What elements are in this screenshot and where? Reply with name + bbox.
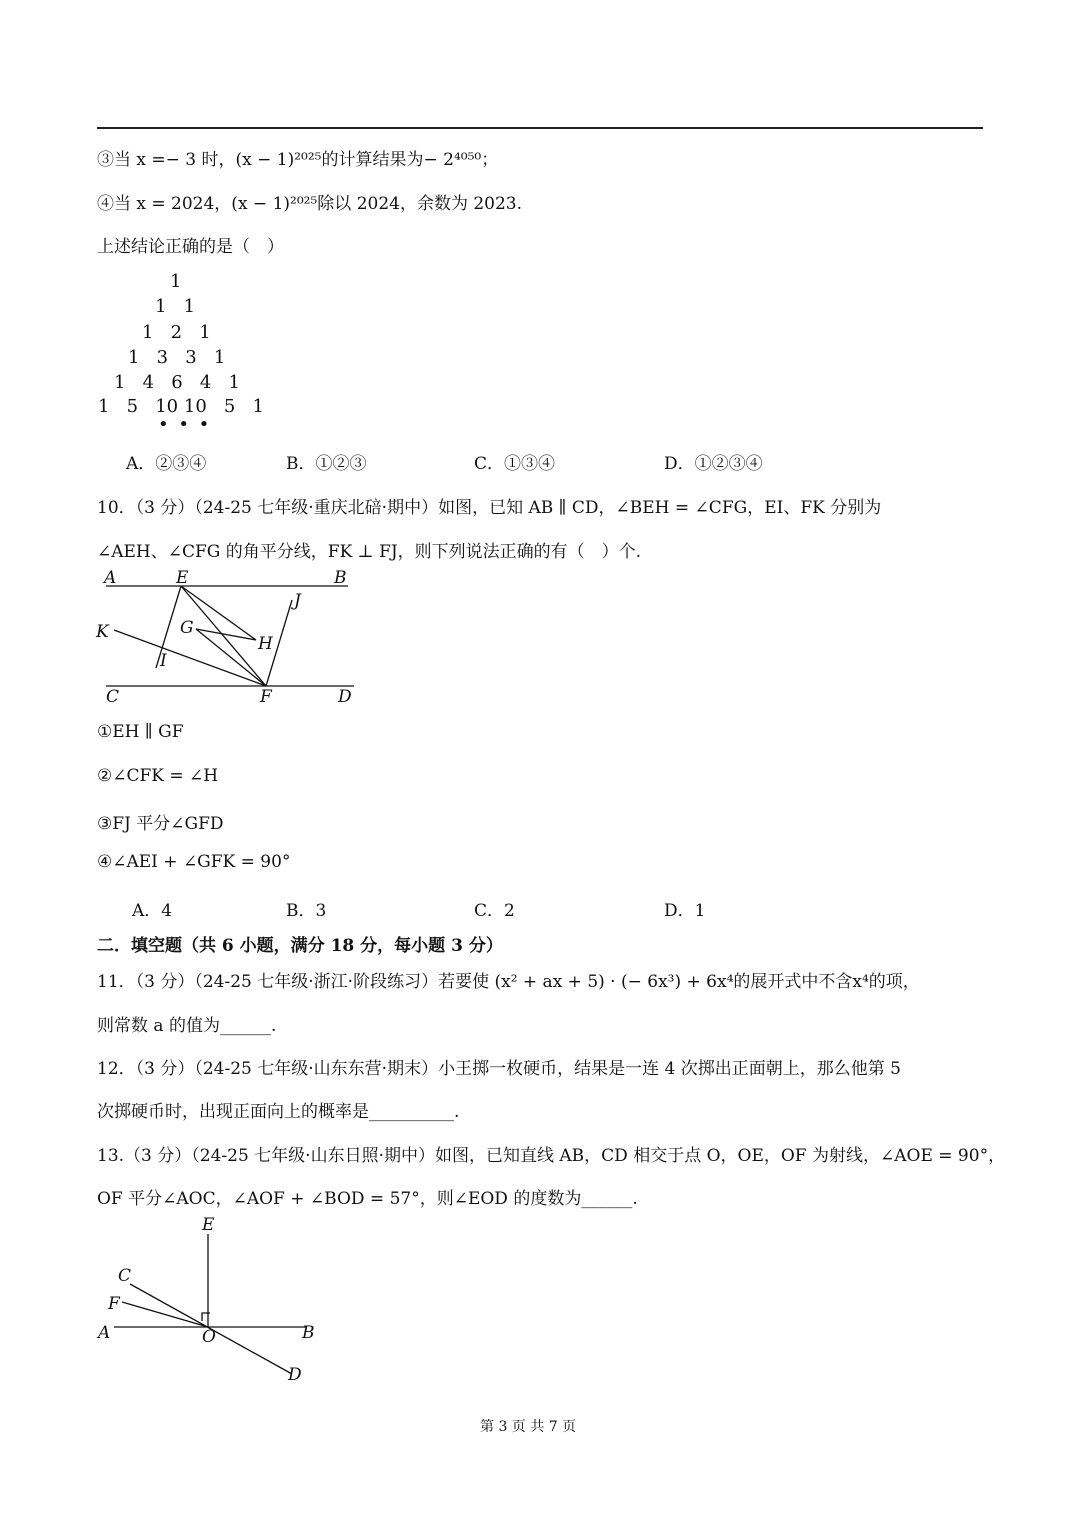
q10-statement-2: ②∠CFK = ∠H <box>97 766 219 786</box>
q10-option-a[interactable]: A．4 <box>132 901 173 921</box>
header-rule <box>97 127 983 129</box>
q13-stem-line2: OF 平分∠AOC，∠AOF + ∠BOD = 57°，则∠EOD 的度数为______. <box>97 1189 638 1209</box>
pascal-row: 1 1 <box>155 296 196 317</box>
fig13-label-a: A <box>98 1323 111 1343</box>
q9-statement-3: ③当 x =− 3 时，(x − 1)²⁰²⁵的计算结果为− 2⁴⁰⁵⁰； <box>97 150 499 170</box>
fig13-label-f: F <box>108 1294 120 1314</box>
q9-option-b[interactable]: B．①②③ <box>286 454 367 474</box>
q10-statement-4: ④∠AEI + ∠GFK = 90° <box>97 852 291 872</box>
pascal-ellipsis: • • • <box>158 414 212 435</box>
q11-stem-line2: 则常数 a 的值为______. <box>97 1016 277 1036</box>
q10-option-d[interactable]: D．1 <box>664 901 706 921</box>
q10-statement-3: ③FJ 平分∠GFD <box>97 814 224 834</box>
q10-stem-line2: ∠AEH、∠CFG 的角平分线，FK ⊥ FJ，则下列说法正确的有（ ）个. <box>97 542 642 562</box>
q11-stem-line1: 11．（3 分）（24-25 七年级·浙江·阶段练习）若要使 (x² + ax + 5) · (− 6x³) + 6x⁴的展开式中不含x⁴的项， <box>97 972 920 992</box>
q12-stem-line2: 次掷硬币时，出现正面向上的概率是__________. <box>97 1102 460 1122</box>
q13-stem-line1: 13.（3 分）（24-25 七年级·山东日照·期中）如图，已知直线 AB，CD 相交于点 O，OE，OF 为射线，∠AOE = 90°， <box>97 1146 1006 1166</box>
fig10-label-i: I <box>160 651 167 671</box>
q13-figure <box>92 1210 332 1385</box>
pascal-row: 1 4 6 4 1 <box>114 372 240 393</box>
q10-figure <box>92 562 372 712</box>
pascal-row: 1 <box>170 271 182 292</box>
fig10-label-h: H <box>258 634 273 654</box>
q10-option-c[interactable]: C．2 <box>474 901 515 921</box>
fig10-label-j: J <box>294 591 301 611</box>
fig10-label-g: G <box>180 618 194 638</box>
fig10-label-c: C <box>106 687 120 707</box>
fig13-label-e: E <box>202 1215 215 1235</box>
fig13-label-c: C <box>118 1266 132 1286</box>
q10-option-b[interactable]: B．3 <box>286 901 327 921</box>
fig10-label-f: F <box>260 687 272 707</box>
q10-statement-1: ①EH ∥ GF <box>97 722 184 742</box>
fig13-label-o: O <box>202 1327 216 1347</box>
fig10-label-a: A <box>104 568 117 588</box>
fig10-label-k: K <box>96 622 109 642</box>
q10-stem-line1: 10．（3 分）（24-25 七年级·重庆北碚·期中）如图，已知 AB ∥ CD，∠BEH = ∠CFG，EI、FK 分别为 <box>97 498 882 518</box>
pascal-row: 1 3 3 1 <box>128 347 226 368</box>
fig10-label-b: B <box>334 568 347 588</box>
fig10-label-e: E <box>176 568 189 588</box>
pascal-row: 1 5 10 10 5 1 <box>98 396 264 417</box>
q9-option-d[interactable]: D．①②③④ <box>664 454 763 474</box>
q9-question: 上述结论正确的是（ ） <box>97 237 284 257</box>
q9-option-a[interactable]: A．②③④ <box>126 454 207 474</box>
page-footer: 第 3 页 共 7 页 <box>480 1419 577 1435</box>
fig13-label-d: D <box>288 1365 302 1385</box>
q12-stem-line1: 12．（3 分）（24-25 七年级·山东东营·期末）小王掷一枚硬币，结果是一连 4 次掷出正面朝上，那么他第 5 <box>97 1059 901 1079</box>
pascal-row: 1 2 1 <box>142 322 211 343</box>
section-title: 二．填空题（共 6 小题，满分 18 分，每小题 3 分） <box>97 936 503 956</box>
q9-statement-4: ④当 x = 2024，(x − 1)²⁰²⁵除以 2024，余数为 2023. <box>97 194 523 214</box>
fig10-label-d: D <box>338 687 352 707</box>
q9-option-c[interactable]: C．①③④ <box>474 454 556 474</box>
fig13-label-b: B <box>302 1323 315 1343</box>
